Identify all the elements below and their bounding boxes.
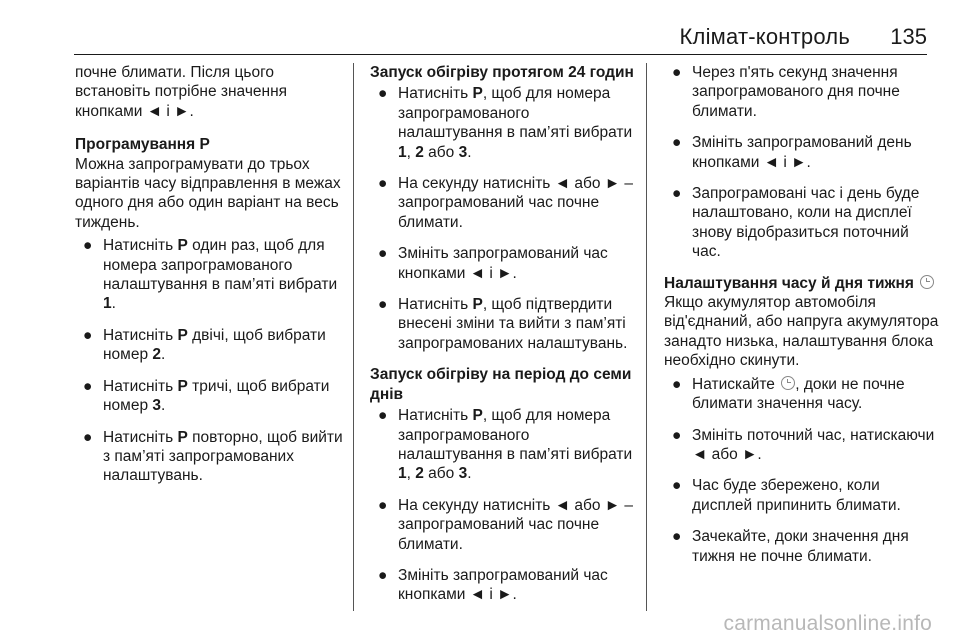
program-day-list [664, 63, 940, 262]
section-body-programming: Можна запрограмувати до трьох варіантів часу відправлення в межах одного дня або один варіант на весь тиждень. [75, 155, 341, 231]
set-time-list [664, 375, 940, 566]
section-heading-programming: Програмування P [75, 136, 210, 154]
intro-text: почне блимати. Після цього встановіть потрібне значення кнопками ◄ і ►. [75, 64, 288, 120]
heating-24h-list [370, 84, 636, 353]
bullet-icon: ● [83, 377, 93, 395]
page-header [0, 0, 960, 60]
list-item: ● Натисніть P двічі, щоб вибрати номер 2. [83, 326, 326, 364]
list-item: ● Натискайте , доки не почне блимати значення часу. [672, 375, 905, 413]
bullet-icon: ● [672, 375, 682, 393]
bullet-icon: ● [378, 566, 388, 584]
bullet-icon: ● [672, 528, 682, 546]
column-divider-1 [353, 63, 354, 611]
list-item: ● Запрограмовані час і день буде налаштовано, коли на дисплеї знову відобразиться поточний час. [672, 185, 920, 261]
bullet-icon: ● [672, 134, 682, 152]
bullet-icon: ● [672, 64, 682, 81]
bullet-icon: ● [378, 175, 388, 193]
list-item: ● Зачекайте, доки значення дня тижня не почне блимати. [672, 528, 909, 565]
watermark-text: carmanualsonline.info [723, 612, 932, 635]
programming-list [75, 236, 345, 485]
bullet-icon: ● [378, 496, 388, 514]
list-item: ● Натисніть P тричі, щоб вибрати номер 3. [83, 377, 330, 415]
bullet-icon: ● [83, 326, 93, 344]
list-item: ● Змініть поточний час, натискаючи ◄ або ►. [672, 426, 935, 463]
bullet-icon: ● [672, 185, 682, 203]
bullet-icon: ● [672, 426, 682, 444]
list-item: ● Змініть запрограмований день кнопками ◄ і ►. [672, 134, 912, 171]
header-rule [74, 54, 927, 55]
column-middle [370, 63, 636, 617]
list-item: ● Через п'ять секунд значення запрограмованого дня почне блимати. [672, 64, 900, 120]
list-item: ● Натисніть P, щоб для номера запрограмованого налаштування в пам’яті вибрати 1, 2 або 3. [378, 85, 633, 161]
list-item: ● Натисніть P, щоб для номера запрограмованого налаштування в пам’яті вибрати 1, 2 або 3. [378, 407, 633, 483]
section-heading-7days: Запуск обігріву на період до семи днів [370, 366, 632, 403]
page-title: Клімат-контроль [679, 24, 850, 49]
bullet-icon: ● [378, 407, 388, 425]
list-item: ● На секунду натисніть ◄ або ► – запрограмований час почне блимати. [378, 496, 634, 553]
clock-icon [920, 275, 934, 289]
list-item: ● Натисніть P один раз, щоб для номера запрограмованого налаштування в пам’яті вибрати 1. [83, 237, 338, 313]
list-item: ● На секунду натисніть ◄ або ► – запрограмований час почне блимати. [378, 175, 634, 231]
bullet-icon: ● [378, 296, 388, 314]
bullet-icon: ● [378, 85, 388, 103]
bullet-icon: ● [83, 428, 93, 446]
list-item: ● Час буде збережено, коли дисплей припинить блимати. [672, 477, 901, 514]
section-body-time-day: Якщо акумулятор автомобіля від'єднаний, або напруга акумулятора занадто низька, налаштування блока необхідно скинути. [664, 294, 939, 370]
heating-7days-list [370, 406, 636, 605]
section-heading-time-day: Налаштування часу й дня тижня [664, 274, 940, 293]
bullet-icon: ● [672, 477, 682, 495]
list-item: ● Натисніть P повторно, щоб вийти з пам’яті запрограмованих налаштувань. [83, 428, 343, 485]
clock-icon [781, 376, 795, 390]
list-item: ● Змініть запрограмований час кнопками ◄ і ►. [378, 566, 608, 604]
bullet-icon: ● [83, 237, 93, 255]
bullet-icon: ● [378, 245, 388, 263]
column-divider-2 [646, 63, 647, 611]
list-item: ● Змініть запрограмований час кнопками ◄ і ►. [378, 245, 608, 282]
column-left [75, 63, 345, 498]
section-heading-24h: Запуск обігріву протягом 24 годин [370, 64, 634, 81]
page-number: 135 [890, 24, 927, 49]
column-right [664, 63, 940, 578]
list-item: ● Натисніть P, щоб підтвердити внесені зміни та вийти з пам’яті запрограмованих налаштувань. [378, 296, 628, 352]
